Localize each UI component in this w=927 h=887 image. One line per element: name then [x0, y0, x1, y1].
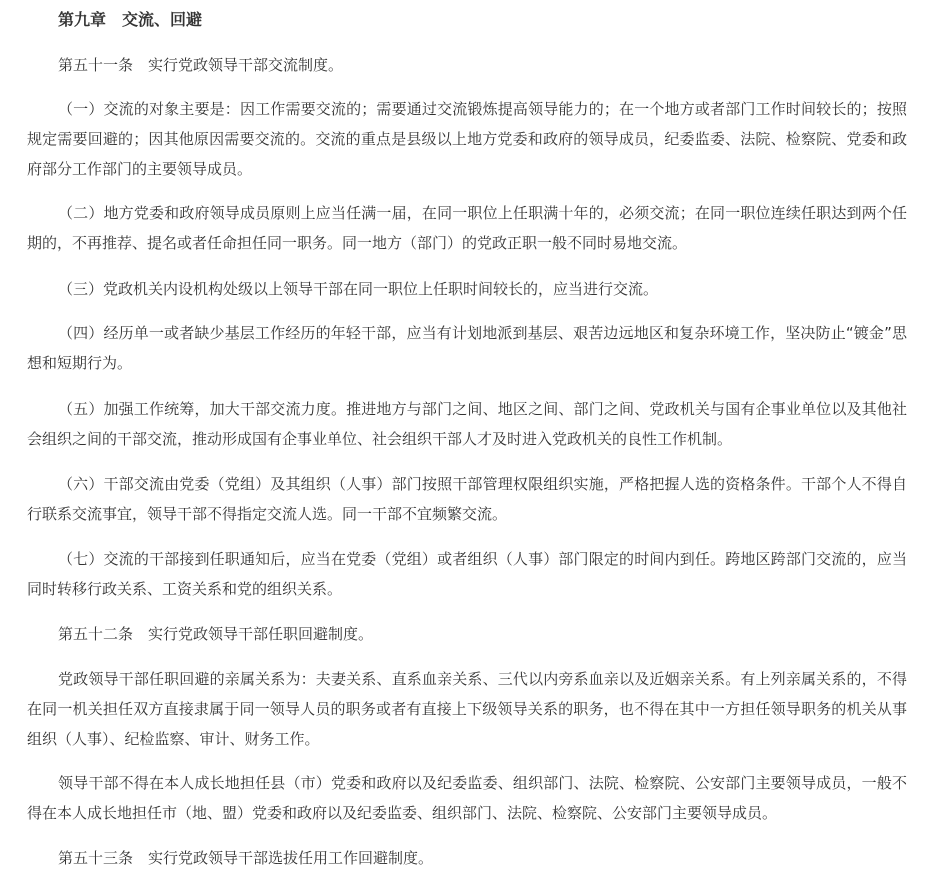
article-52-paragraph-1: 党政领导干部任职回避的亲属关系为：夫妻关系、直系血亲关系、三代以内旁系血亲以及近姻亲关系。有上列亲属关系的，不得在同一机关担任双方直接隶属于同一领导人员的职务或者有直接上下级领导关系的职务，也不得在其中一方担任领导职务的机关从事组织（人事）、纪检监察、审计、财务工作。 — [27, 670, 907, 748]
article-51-item-5: （五）加强工作统筹，加大干部交流力度。推进地方与部门之间、地区之间、部门之间、党政机关与国有企事业单位以及其他社会组织之间的干部交流，推动形成国有企事业单位、社会组织干部人才及时进入党政机关的良性工作机制。 — [27, 400, 907, 448]
chapter-heading: 第九章 交流、回避 — [58, 10, 203, 29]
article-51-heading: 第五十一条 实行党政领导干部交流制度。 — [58, 56, 344, 74]
article-51-item-2: （二）地方党委和政府领导成员原则上应当任满一届，在同一职位上任职满十年的，必须交流；在同一职位连续任职达到两个任期的，不再推荐、提名或者任命担任同一职务。同一地方（部门）的党政正职一般不同时易地交流。 — [27, 204, 907, 252]
article-51-item-6: （六）干部交流由党委（党组）及其组织（人事）部门按照干部管理权限组织实施，严格把握人选的资格条件。干部个人不得自行联系交流事宜，领导干部不得指定交流人选。同一干部不宜频繁交流。 — [27, 475, 907, 523]
article-52-paragraph-2: 领导干部不得在本人成长地担任县（市）党委和政府以及纪委监委、组织部门、法院、检察院、公安部门主要领导成员，一般不得在本人成长地担任市（地、盟）党委和政府以及纪委监委、组织部门、法院、检察院、公安部门主要领导成员。 — [27, 774, 907, 822]
article-51-item-4: （四）经历单一或者缺少基层工作经历的年轻干部，应当有计划地派到基层、艰苦边远地区和复杂环境工作，坚决防止“镀金”思想和短期行为。 — [27, 324, 907, 372]
article-51-item-7: （七）交流的干部接到任职通知后，应当在党委（党组）或者组织（人事）部门限定的时间内到任。跨地区跨部门交流的，应当同时转移行政关系、工资关系和党的组织关系。 — [27, 550, 907, 598]
article-53-heading: 第五十三条 实行党政领导干部选拔任用工作回避制度。 — [58, 849, 434, 867]
article-52-heading: 第五十二条 实行党政领导干部任职回避制度。 — [58, 625, 374, 643]
article-51-item-1: （一）交流的对象主要是：因工作需要交流的；需要通过交流锻炼提高领导能力的；在一个地方或者部门工作时间较长的；按照规定需要回避的；因其他原因需要交流的。交流的重点是县级以上地方党委和政府的领导成员，纪委监委、法院、检察院、党委和政府部分工作部门的主要领导成员。 — [27, 100, 907, 178]
article-51-item-3: （三）党政机关内设机构处级以上领导干部在同一职位上任职时间较长的，应当进行交流。 — [58, 280, 659, 298]
